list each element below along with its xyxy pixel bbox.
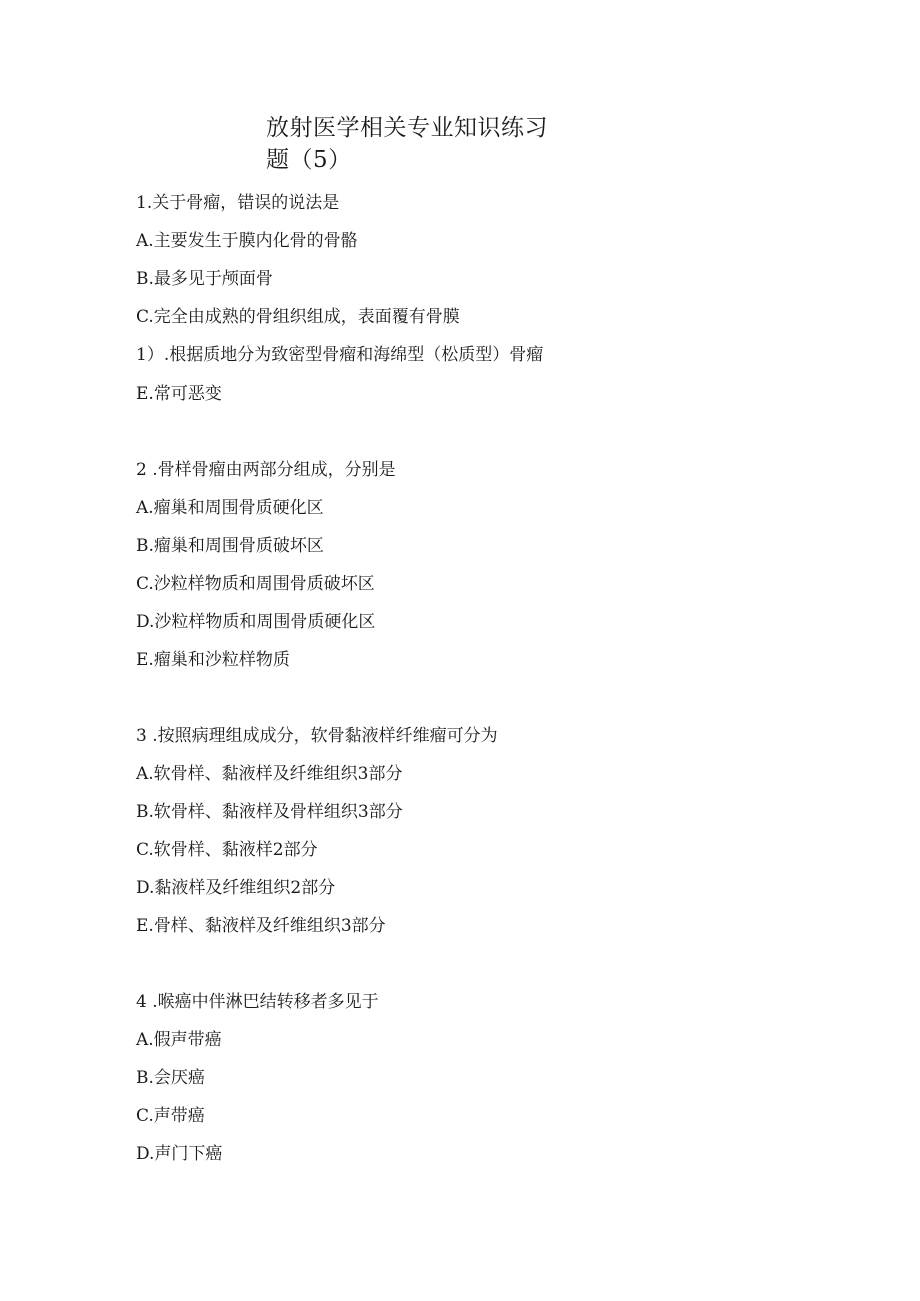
- page-title: 放射医学相关专业知识练习题（5）: [266, 115, 548, 173]
- option-d: D.黏液样及纤维组织2部分: [136, 878, 336, 898]
- question-1: [136, 192, 566, 405]
- option-b: B.瘤巢和周围骨质破坏区: [136, 536, 324, 556]
- option-b: B.软骨样、黏液样及骨样组织3部分: [136, 802, 403, 822]
- question-stem: 4 .喉癌中伴淋巴结转移者多见于: [136, 992, 379, 1012]
- question-4: [136, 991, 566, 1165]
- option-e: E.常可恶变: [136, 384, 222, 404]
- option-d: D.声门下癌: [136, 1144, 223, 1164]
- option-c: C.完全由成熟的骨组织组成，表面覆有骨膜: [136, 307, 460, 327]
- question-spacer: [136, 421, 566, 459]
- option-d: 1）.根据质地分为致密型骨瘤和海绵型（松质型）骨瘤: [136, 345, 544, 365]
- question-spacer: [136, 953, 566, 991]
- option-b: B.最多见于颅面骨: [136, 269, 273, 289]
- question-2: [136, 459, 566, 671]
- option-e: E.瘤巢和沙粒样物质: [136, 650, 290, 670]
- question-3: [136, 725, 566, 937]
- option-d: D.沙粒样物质和周围骨质硬化区: [136, 612, 376, 632]
- question-stem: 3 .按照病理组成成分，软骨黏液样纤维瘤可分为: [136, 726, 498, 746]
- question-stem: 2 .骨样骨瘤由两部分组成，分别是: [136, 460, 396, 480]
- option-a: A.软骨样、黏液样及纤维组织3部分: [136, 764, 403, 784]
- option-c: C.声带癌: [136, 1106, 205, 1126]
- question-stem: 1.关于骨瘤，错误的说法是: [136, 193, 340, 213]
- option-a: A.假声带癌: [136, 1030, 222, 1050]
- option-a: A.瘤巢和周围骨质硬化区: [136, 498, 324, 518]
- question-list: [136, 192, 566, 1181]
- option-b: B.会厌癌: [136, 1068, 205, 1088]
- option-a: A.主要发生于膜内化骨的骨骼: [136, 231, 358, 251]
- question-spacer: [136, 687, 566, 725]
- option-e: E.骨样、黏液样及纤维组织3部分: [136, 916, 386, 936]
- option-c: C.软骨样、黏液样2部分: [136, 840, 318, 860]
- option-c: C.沙粒样物质和周围骨质破坏区: [136, 574, 375, 594]
